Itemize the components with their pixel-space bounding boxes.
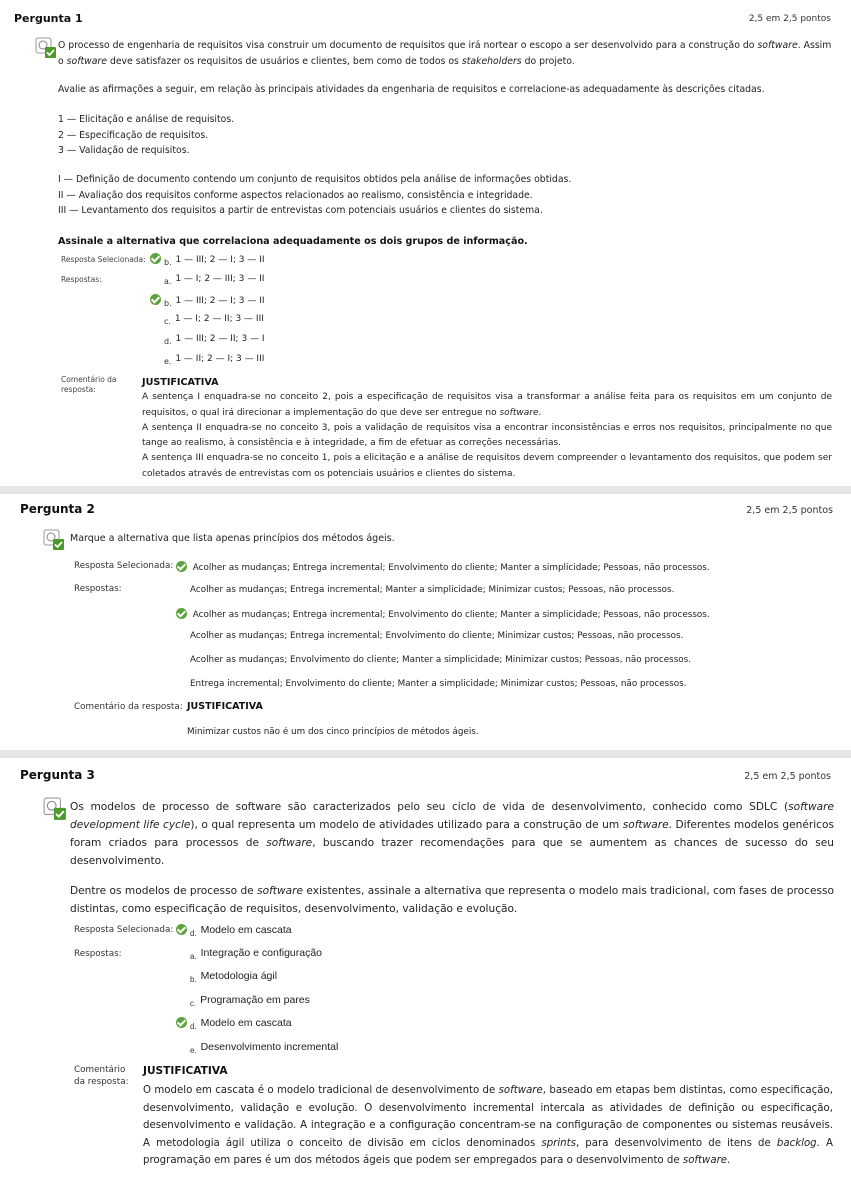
question-1: [0, 0, 851, 484]
justification-title: JUSTIFICATIVA: [143, 1065, 228, 1077]
question-stem: Marque a alternativa que lista apenas princípios dos métodos ágeis.: [70, 533, 395, 544]
comment-body: O modelo em cascata é o modelo tradicional de desenvolvimento de software, baseado em etapas bem distintas, como especificação, desenvolvimento, validação e evolução. O desenvolvimento incremental intercala as atividades de definição ou especificação, desenvolvimento e validação. A integração e a configuração concentram-se na configuração de componentes ou sistemas reusáveis. A metodologia ágil utiliza o conceito de divisão em ciclos denominados sprints, para desenvolvimento de itens de backlog. A programação em pares é um dos métodos ágeis que podem ser empregados para o desenvolvimento de software.: [143, 1085, 833, 1166]
question-separator: [0, 486, 851, 494]
selected-answer-label: Resposta Selecionada:: [74, 925, 174, 935]
check-icon: [176, 1017, 187, 1028]
comment-body: Minimizar custos não é um dos cinco princípios de métodos ágeis.: [187, 727, 479, 737]
comment-label: Comentário da resposta:: [61, 375, 117, 394]
question-title: Pergunta 3: [20, 768, 95, 782]
question-separator: [0, 750, 851, 758]
answer-option: $_{a.}$ Integração e configuração: [190, 947, 323, 961]
correct-answer-icon: [43, 797, 67, 821]
comment-body: JUSTIFICATIVA A sentença I enquadra-se no conceito 2, pois a especificação de requisitos visa a transformar a análise feita para os requisitos em um conjunto de requisitos, o qual irá direcionar a implementação do que deve ser entregue no software. A sentença II enquadra-se no conceito 3, pois a validação de requisitos visa a encontrar inconsistências e erros nos requisitos, principalmente no que tange ao realismo, à consistência e à integridade, a fim de efetuar as correções necessárias. A sentença III enquadra-se no conceito 1, pois a elicitação e a análise de requisitos devem compreender o levantamento dos requisitos, que podem ser coletados através de entrevistas com os potenciais usuários e clientes do sistema.: [142, 377, 832, 479]
selected-answer: $_{d.}$ Modelo em cascata: [176, 924, 292, 938]
answer-option: $_{b.}$ Metodologia ágil: [190, 970, 278, 984]
answer-option: Entrega incremental; Envolvimento do cliente; Manter a simplicidade; Minimizar custos; Pessoas, não processos.: [190, 679, 687, 689]
answer-option: Acolher as mudanças; Entrega incremental; Manter a simplicidade; Minimizar custos; Pessoas, não processos.: [190, 585, 675, 595]
question-2: [0, 494, 851, 748]
question-instruction: Dentre os modelos de processo de software existentes, assinale a alternativa que representa o modelo mais tradicional, com fases de processo distintas, como especificação de requisitos, desenvolvimento, validação e evolução.: [70, 885, 835, 915]
answers-label: Respostas:: [61, 275, 102, 284]
answer-option: $_{c.}$ Programação em pares: [190, 994, 310, 1008]
check-icon: [176, 561, 187, 572]
answer-option: Acolher as mudanças; Entrega incremental; Envolvimento do cliente; Manter a simplicidade; Pessoas, não processos.: [176, 608, 710, 620]
answer-option: $_{d.}$ Modelo em cascata: [176, 1017, 292, 1031]
question-prompt: Assinale a alternativa que correlaciona adequadamente os dois grupos de informação.: [58, 236, 528, 247]
concept-list: 1 — Elicitação e análise de requisitos. 2 — Especificação de requisitos. 3 — Validação de requisitos.: [58, 114, 235, 156]
question-title: Pergunta 2: [20, 502, 95, 516]
selected-answer: Acolher as mudanças; Entrega incremental; Envolvimento do cliente; Manter a simplicidade; Pessoas, não processos.: [176, 561, 710, 573]
answers-label: Respostas:: [74, 949, 122, 959]
check-icon: [150, 294, 161, 305]
answer-option: Acolher as mudanças; Envolvimento do cliente; Manter a simplicidade; Minimizar custos; Pessoas, não processos.: [190, 655, 692, 665]
answer-option: a. 1 — I; 2 — III; 3 — II: [164, 274, 265, 286]
question-points: 2,5 em 2,5 pontos: [748, 14, 831, 24]
selected-answer: b. 1 — III; 2 — I; 3 — II: [150, 253, 265, 267]
comment-label: Comentário da resposta:: [74, 1065, 129, 1087]
check-icon: [150, 253, 161, 264]
answer-option: Acolher as mudanças; Entrega incremental; Envolvimento do cliente; Minimizar custos; Pessoas, não processos.: [190, 631, 684, 641]
selected-answer-label: Resposta Selecionada:: [74, 561, 174, 571]
selected-answer-label: Resposta Selecionada:: [61, 255, 146, 264]
question-stem: Os modelos de processo de software são caracterizados pelo seu ciclo de vida de desenvolvimento, conhecido como SDLC (software development life cycle), o qual representa um modelo de atividades utilizado para a construção de um software. Diferentes modelos genéricos foram criados para processos de software, buscando trazer recomendações para que se aumentem as chances de sucesso do seu desenvolvimento.: [70, 801, 834, 867]
answer-option: d. 1 — III; 2 — II; 3 — I: [164, 334, 265, 346]
question-title: Pergunta 1: [14, 12, 83, 25]
question-3: [0, 758, 851, 1198]
question-instruction: Avalie as afirmações a seguir, em relação às principais atividades da engenharia de requisitos e correlacione-as adequadamente às descrições citadas.: [58, 84, 765, 95]
answer-option: b. 1 — III; 2 — I; 3 — II: [150, 294, 265, 308]
correct-answer-icon: [35, 37, 57, 59]
answer-option: $_{e.}$ Desenvolvimento incremental: [190, 1041, 339, 1055]
question-stem: O processo de engenharia de requisitos visa construir um documento de requisitos que irá nortear o escopo a ser desenvolvido para a construção do software. Assim o software deve satisfazer os requisitos de usuários e clientes, bem como de todos os stakeholders do projeto.: [58, 40, 832, 67]
check-icon: [176, 924, 187, 935]
answer-option: e. 1 — II; 2 — I; 3 — III: [164, 354, 265, 366]
justification-title: JUSTIFICATIVA: [187, 701, 263, 712]
answer-option: c. 1 — I; 2 — II; 3 — III: [164, 314, 264, 326]
check-icon: [176, 608, 187, 619]
comment-label: Comentário da resposta:: [74, 702, 183, 712]
question-points: 2,5 em 2,5 pontos: [746, 505, 833, 516]
description-list: I — Definição de documento contendo um conjunto de requisitos obtidos pela análise de informações obtidas. II — Avaliação dos requisitos conforme aspectos relacionados ao realismo, consistência e integridade. III — Levantamento dos requisitos a partir de entrevistas com potenciais usuários e clientes do sistema.: [58, 174, 572, 216]
correct-answer-icon: [43, 529, 65, 551]
question-points: 2,5 em 2,5 pontos: [744, 771, 831, 782]
answers-label: Respostas:: [74, 584, 122, 594]
